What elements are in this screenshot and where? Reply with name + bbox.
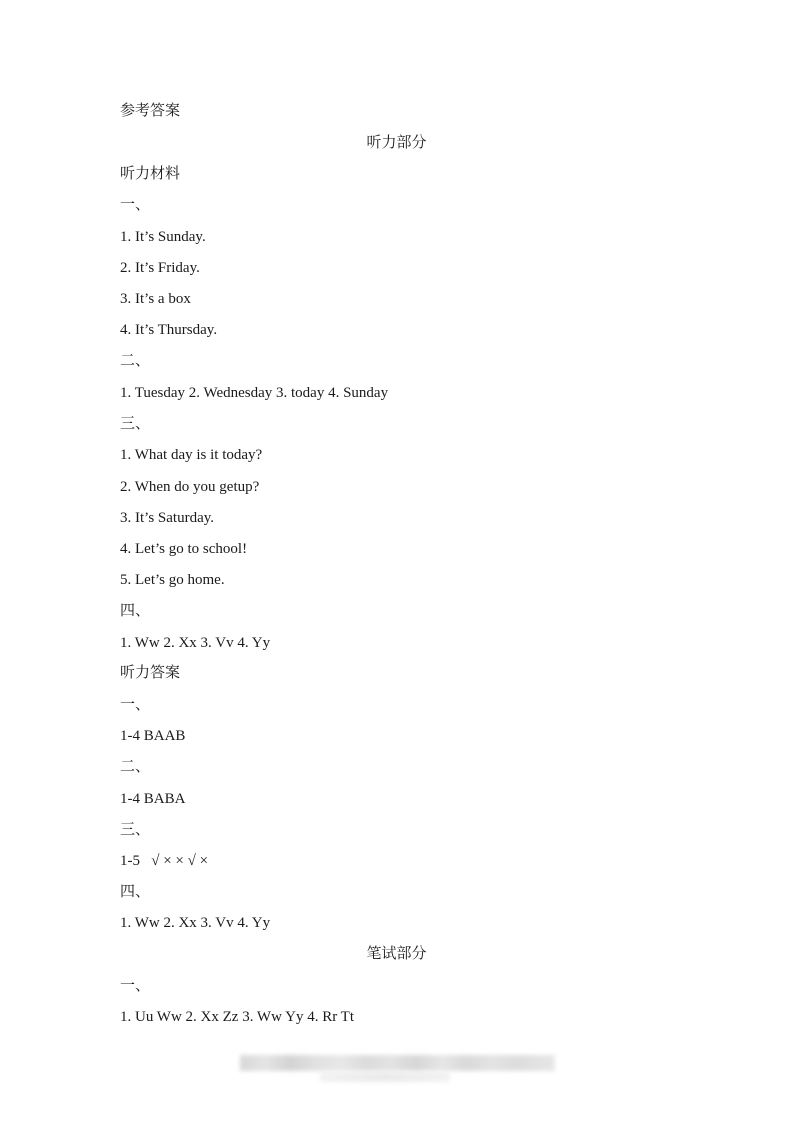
blurred-footer-watermark-subline <box>320 1072 450 1082</box>
answer-line: 1-4 BABA <box>120 791 186 807</box>
answer-line: 1-5 √ × × √ × <box>120 853 209 869</box>
listening-material-heading: 听力材料 <box>120 166 181 182</box>
list-item: 2. When do you getup? <box>120 479 260 495</box>
section-label: 一、 <box>120 978 151 994</box>
written-section-header: 笔试部分 <box>366 946 427 962</box>
list-item: 1. What day is it today? <box>120 447 263 463</box>
section-label: 三、 <box>120 416 151 432</box>
section-label: 一、 <box>120 697 151 713</box>
answer-line: 1. Uu Ww 2. Xx Zz 3. Ww Yy 4. Rr Tt <box>120 1009 355 1025</box>
blurred-footer-watermark <box>240 1055 555 1071</box>
list-item: 4. It’s Thursday. <box>120 322 218 338</box>
section-label: 三、 <box>120 822 151 838</box>
list-item: 2. It’s Friday. <box>120 260 200 276</box>
listening-section-header: 听力部分 <box>366 135 427 151</box>
list-item: 3. It’s Saturday. <box>120 510 215 526</box>
list-item: 4. Let’s go to school! <box>120 541 248 557</box>
list-item: 1. Tuesday 2. Wednesday 3. today 4. Sunday <box>120 385 389 401</box>
section-label: 二、 <box>120 353 151 369</box>
section-label: 二、 <box>120 759 151 775</box>
list-item: 1. Ww 2. Xx 3. Vv 4. Yy <box>120 635 271 651</box>
section-label: 四、 <box>120 603 151 619</box>
section-label: 一、 <box>120 197 151 213</box>
list-item: 1. It’s Sunday. <box>120 229 206 245</box>
listening-answers-heading: 听力答案 <box>120 665 181 681</box>
list-item: 5. Let’s go home. <box>120 572 225 588</box>
section-label: 四、 <box>120 884 151 900</box>
document-title: 参考答案 <box>120 103 181 119</box>
list-item: 3. It’s a box <box>120 291 191 307</box>
answer-line: 1. Ww 2. Xx 3. Vv 4. Yy <box>120 915 271 931</box>
answer-line: 1-4 BAAB <box>120 728 186 744</box>
